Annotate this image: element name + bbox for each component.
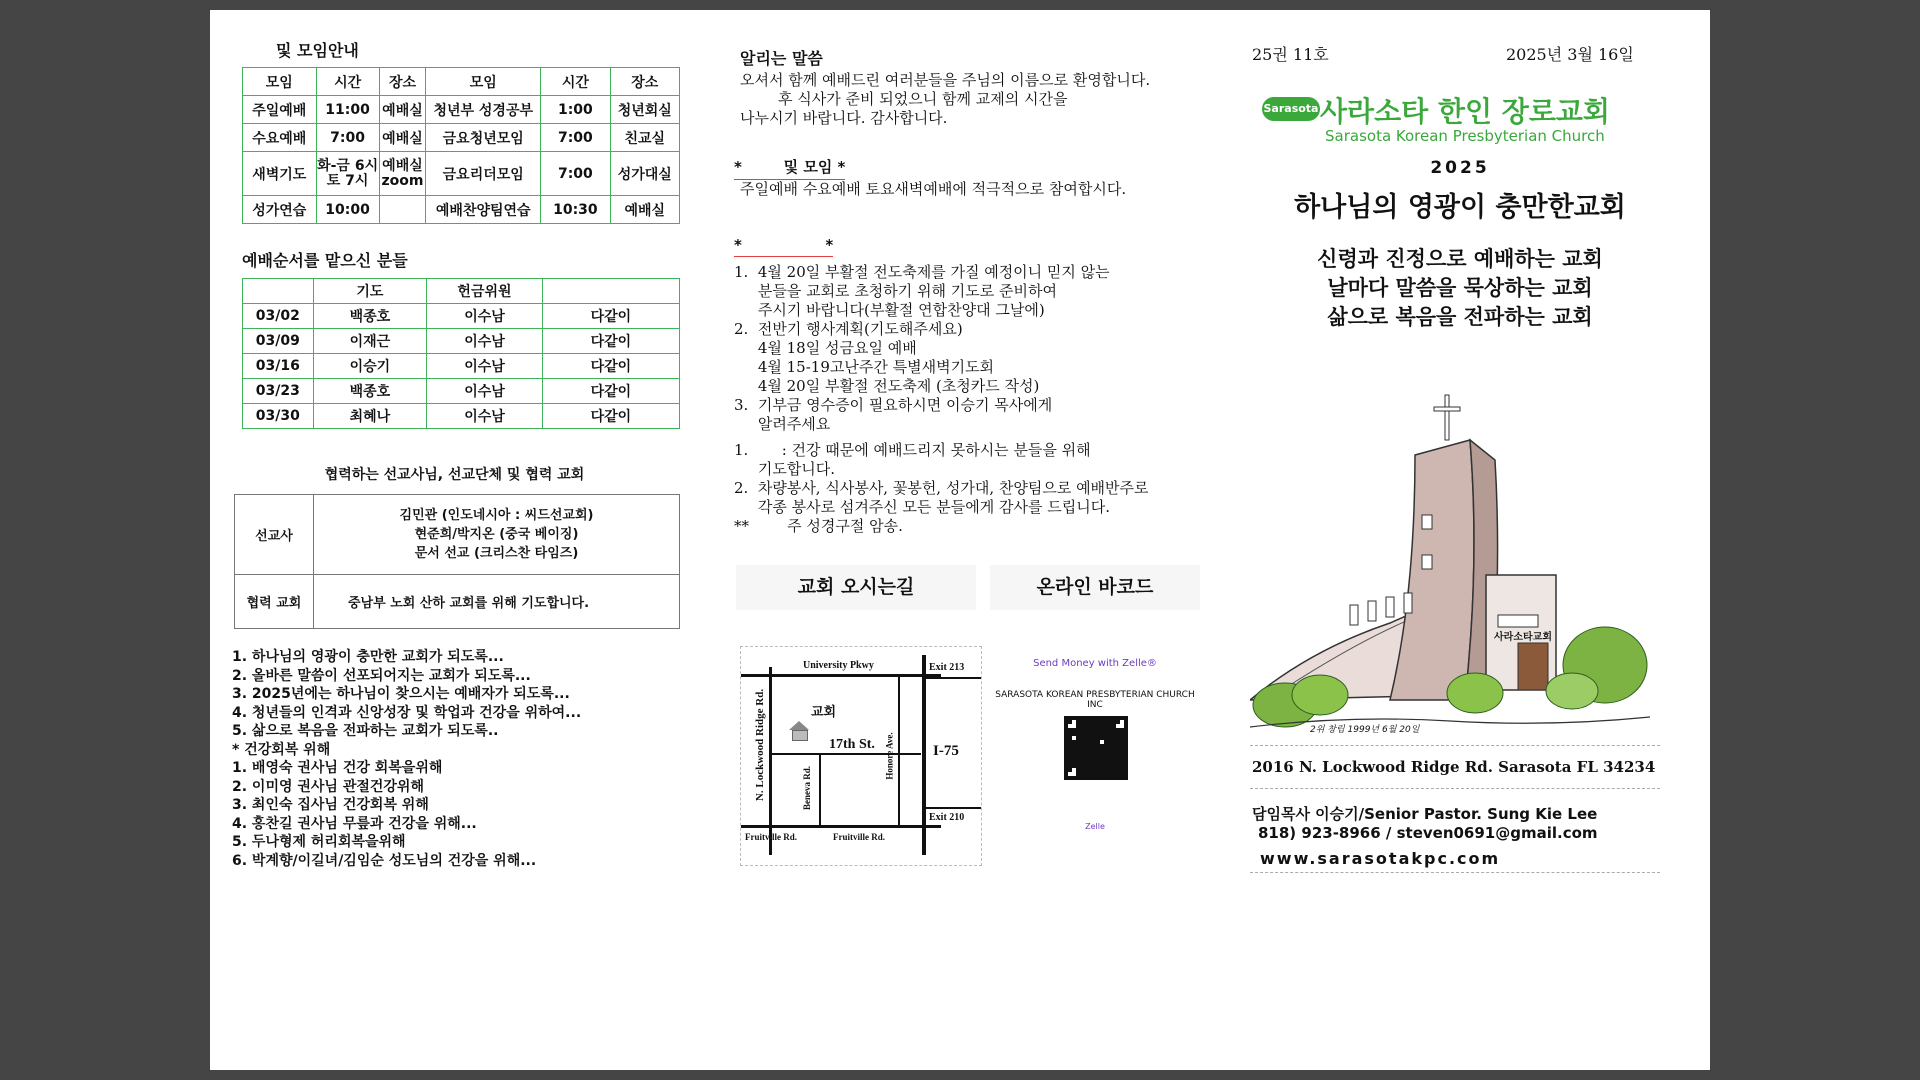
news-item: 기도합니다. [734,460,836,478]
church-logo-korean: 사라소타 한인 장로교회 [1320,95,1610,128]
notice-title: 알리는 말씀 [740,49,823,68]
news-item: 3. 기부금 영수증이 필요하시면 이승기 목사에게 [734,396,1053,414]
order-cell: 03/23 [243,379,314,404]
news-list [734,263,1110,434]
meeting-cell: 주일예배 [243,96,317,124]
mission-line: 문서 선교 (크리스찬 타임즈) [414,546,579,561]
meeting-cell: 10:30 [541,196,610,224]
meeting-row [243,68,680,96]
map-road [926,807,981,809]
meeting-cell: 모임 [243,68,317,96]
news-item: 1. 4월 20일 부활절 전도축제를 가질 예정이니 믿지 않는 [734,263,1110,281]
prayer-item: 3. 최인숙 집사님 건강회복 위해 [232,797,429,813]
order-cell: 다같이 [542,404,679,429]
news-item: ** 주 성경구절 암송. [734,517,903,535]
prayer-item: 5. 삶으로 복음을 전파하는 교회가 되도록.. [232,723,499,739]
order-cell: 백종호 [313,304,427,329]
prayer-item: 6. 박계향/이길녀/김임순 성도님의 건강을 위해... [232,852,537,869]
order-row [243,354,680,379]
news-item: 분들을 교회로 초청하기 위해 기도로 준비하여 [734,282,1057,300]
prayer-item: 1. 배영숙 권사님 건강 회복을위해 [232,760,443,776]
logo-badge: Sarasota [1262,97,1320,121]
church-theme: 하나님의 영광이 충만한교회 [1294,192,1626,223]
meeting-cell: 모임 [426,68,541,96]
map-label: Honore Ave. [884,732,895,780]
meeting-cell [379,196,426,224]
order-row [243,304,680,329]
order-cell: 03/09 [243,329,314,354]
map-label: Exit 213 [929,662,965,673]
church-logo-english: Sarasota Korean Presbyterian Church [1325,127,1605,145]
news-item: 각종 봉사로 섬겨주신 모든 분들에게 감사를 드립니다. [734,498,1110,516]
map-road [741,825,941,828]
meeting-cell: 청년회실 [610,96,679,124]
meeting-cell: 청년부 성경공부 [426,96,541,124]
notice-text [740,71,1150,128]
meeting-cell: 10:00 [316,196,379,224]
order-cell: 이수남 [427,379,543,404]
bulletin-page [210,10,1710,1070]
prayer-item: 5. 두나형제 허리회복을위해 [232,834,406,850]
order-cell: 헌금위원 [427,279,543,304]
meeting-cell: 7:00 [541,124,610,152]
bulletin-date: 2025년 3월 16일 [1506,45,1634,64]
meeting-cell: 1:00 [541,96,610,124]
order-cell: 이승기 [313,354,427,379]
prayer-item: 3. 2025년에는 하나님이 찾으시는 예배자가 되도록... [232,686,570,702]
website-link[interactable]: www.sarasotakpc.com [1260,849,1501,868]
motto: 삶으로 복음을 전파하는 교회 [1327,305,1593,329]
order-cell: 기도 [313,279,427,304]
prayer-item: 4. 홍찬길 권사님 무릎과 건강을 위해... [232,815,477,832]
map-label: Fruitville Rd. [745,832,797,842]
order-cell: 이수남 [427,354,543,379]
meeting-cell: 성가대실 [610,152,679,196]
order-cell: 03/16 [243,354,314,379]
pastor-name: 담임목사 이승기/Senior Pastor. Sung Kie Lee [1252,805,1598,823]
order-cell: 백종호 [313,379,427,404]
notice-line: 오셔서 함께 예배드린 여러분들을 주님의 이름으로 환영합니다. [740,71,1151,89]
news-heading: * * [734,236,833,257]
directions-map [740,646,982,866]
mission-label: 선교사 [235,495,314,575]
meeting-row [243,124,680,152]
prayer-item: 4. 청년들의 인격과 신앙성장 및 학업과 건강을 위하여... [232,704,582,721]
news-list-2 [734,441,1149,536]
mission-table [234,494,680,629]
partner-text: 중남부 노회 산하 교회를 위해 기도합니다. [314,575,680,629]
meeting-row [243,96,680,124]
qr-code-icon [1064,716,1128,780]
meeting-cell: 화-금 6시 토 7시 [316,152,379,196]
news-item: 4월 15-19고난주간 특별새벽기도회 [734,358,995,376]
meeting-cell: 금요청년모임 [426,124,541,152]
meeting-cell: 수요예배 [243,124,317,152]
church-icon-body [792,730,808,741]
prayer-item: 2. 이미영 권사님 관절건강위해 [232,778,424,795]
mission-lines [314,495,680,575]
map-label: I-75 [933,743,959,759]
meeting-cell: 7:00 [316,124,379,152]
church-mottos [1250,245,1670,332]
map-label: Exit 210 [929,812,965,823]
church-illustration-icon [1250,365,1670,745]
mission-line: 김민관 (인도네시아 : 씨드선교회) [399,508,594,523]
prayer-list [232,648,581,870]
news-item: 4월 18일 성금요일 예배 [734,339,917,357]
contact-info: 818) 923-8966 / steven0691@gmail.com [1258,824,1598,842]
meeting-cell: 시간 [316,68,379,96]
order-cell: 다같이 [542,329,679,354]
order-cell: 최혜나 [313,404,427,429]
meeting-cell: 7:00 [541,152,610,196]
meeting-row [243,196,680,224]
map-label: University Pkwy [803,660,874,671]
zelle-heading: Send Money with Zelle® [1033,658,1157,669]
church-address: 2016 N. Lockwood Ridge Rd. Sarasota FL 34234 [1252,758,1656,776]
order-row [243,379,680,404]
meeting-cell: 예배실 zoom [379,152,426,196]
news-item: 알려주세요 [734,415,831,433]
meeting-cell: 금요리더모임 [426,152,541,196]
meeting-cell: 예배찬양팀연습 [426,196,541,224]
order-cell: 이재근 [313,329,427,354]
prayer-item: * 건강회복 위해 [232,741,331,758]
zelle-logo: Zelle [1085,822,1105,831]
year: 2025 [1430,158,1490,178]
order-cell: 다같이 [542,304,679,329]
meeting-cell: 장소 [379,68,426,96]
order-row [243,404,680,429]
order-cell: 03/30 [243,404,314,429]
map-label: Fruitville Rd. [833,832,885,842]
zelle-name: SARASOTA KOREAN PRESBYTERIAN CHURCH INC [995,690,1195,710]
order-table [242,278,680,429]
order-cell: 다같이 [542,354,679,379]
order-cell [542,279,679,304]
meeting-cell: 예배실 [379,124,426,152]
divider [1250,788,1660,789]
map-label: Beneva Rd. [802,765,813,811]
meeting-cell: 예배실 [379,96,426,124]
motto: 날마다 말씀을 묵상하는 교회 [1327,276,1593,300]
order-cell: 이수남 [427,329,543,354]
map-label: N. Lockwood Ridge Rd. [754,688,766,802]
notice-line: 후 식사가 준비 되었으니 함께 교제의 시간을 [778,90,1068,108]
prayer-item: 1. 하나님의 영광이 충만한 교회가 되도록... [232,649,504,665]
volume-number: 25권 11호 [1252,45,1329,64]
meeting-cell: 장소 [610,68,679,96]
map-road [926,677,981,679]
mission-line: 현준희/박지온 (중국 베이징) [414,527,579,542]
order-cell [243,279,314,304]
order-row [243,329,680,354]
meeting-row [243,152,680,196]
news-item: 2. 차량봉사, 식사봉사, 꽃봉헌, 성가대, 찬양팀으로 예배반주로 [734,479,1149,497]
church-icon [789,721,809,730]
meeting-cell: 성가연습 [243,196,317,224]
church-sign: 사라소타교회 [1494,632,1552,643]
order-row [243,279,680,304]
order-title: 예배순서를 맡으신 분들 [242,251,408,270]
meeting-cell: 예배실 [610,196,679,224]
divider [1250,745,1660,746]
map-road [898,677,900,825]
meeting-cell: 시간 [541,68,610,96]
news-item: 1. : 건강 때문에 예배드리지 못하시는 분들을 위해 [734,441,1091,459]
order-cell: 03/02 [243,304,314,329]
meeting-cell: 11:00 [316,96,379,124]
meeting-heading: * 및 모임 * [734,156,845,180]
news-item: 4월 20일 부활절 전도축제 (초청카드 작성) [734,377,1040,395]
news-item: 2. 전반기 행사계획(기도해주세요) [734,320,963,338]
divider [1250,872,1660,873]
meeting-notice: 주일예배 수요예배 토요새벽예배에 적극적으로 참여합시다. [740,180,1127,198]
founding-note: 2위 창립 1999년 6월 20일 [1310,725,1420,735]
prayer-item: 2. 올바른 말씀이 선포되어지는 교회가 되도록... [232,667,531,684]
barcode-label: 온라인 바코드 [990,565,1200,610]
mission-title: 협력하는 선교사님, 선교단체 및 협력 교회 [324,467,585,483]
motto: 신령과 진정으로 예배하는 교회 [1317,247,1603,271]
notice-line: 나누시기 바랍니다. 감사합니다. [740,109,948,127]
order-cell: 이수남 [427,404,543,429]
map-label: 교회 [811,704,837,719]
news-item: 주시기 바랍니다(부활절 연합찬양대 그날에) [734,301,1045,319]
partner-label: 협력 교회 [235,575,314,629]
order-cell: 이수남 [427,304,543,329]
meeting-table [242,67,680,224]
meeting-cell: 새벽기도 [243,152,317,196]
order-cell: 다같이 [542,379,679,404]
meeting-cell: 친교실 [610,124,679,152]
meeting-title: 및 모임안내 [276,41,359,60]
map-road [819,753,821,825]
directions-label: 교회 오시는길 [736,565,976,610]
map-label: 17th St. [829,737,875,752]
